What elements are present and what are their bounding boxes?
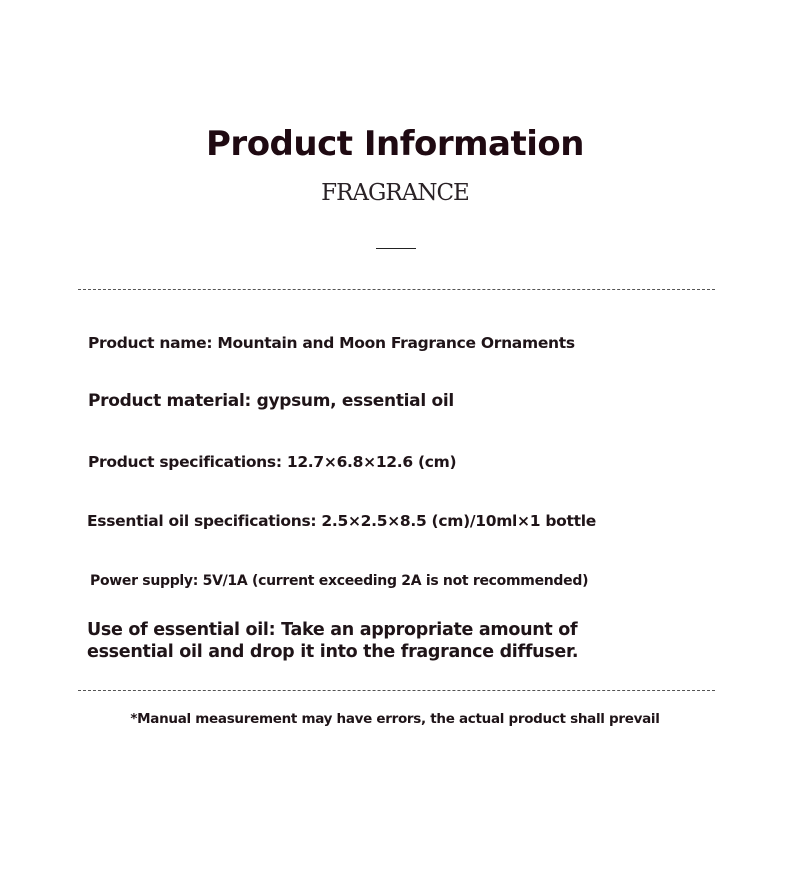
spec-product-specifications: Product specifications: 12.7×6.8×12.6 (cm) [88, 453, 457, 471]
bottom-divider [78, 690, 715, 691]
disclaimer-note: *Manual measurement may have errors, the actual product shall prevail [130, 711, 660, 727]
spec-product-name: Product name: Mountain and Moon Fragrance Ornaments [88, 334, 575, 352]
top-divider [78, 289, 715, 290]
spec-oil-specifications: Essential oil specifications: 2.5×2.5×8.5 (cm)/10ml×1 bottle [87, 512, 596, 530]
page-title: Product Information [206, 124, 584, 164]
spec-product-material: Product material: gypsum, essential oil [88, 391, 454, 411]
page-subtitle: FRAGRANCE [321, 180, 469, 206]
spec-power-supply: Power supply: 5V/1A (current exceeding 2A is not recommended) [90, 573, 589, 589]
spec-oil-usage: Use of essential oil: Take an appropriate amount of essential oil and drop it into the fragrance diffuser. [87, 620, 579, 662]
title-underline [376, 248, 416, 249]
